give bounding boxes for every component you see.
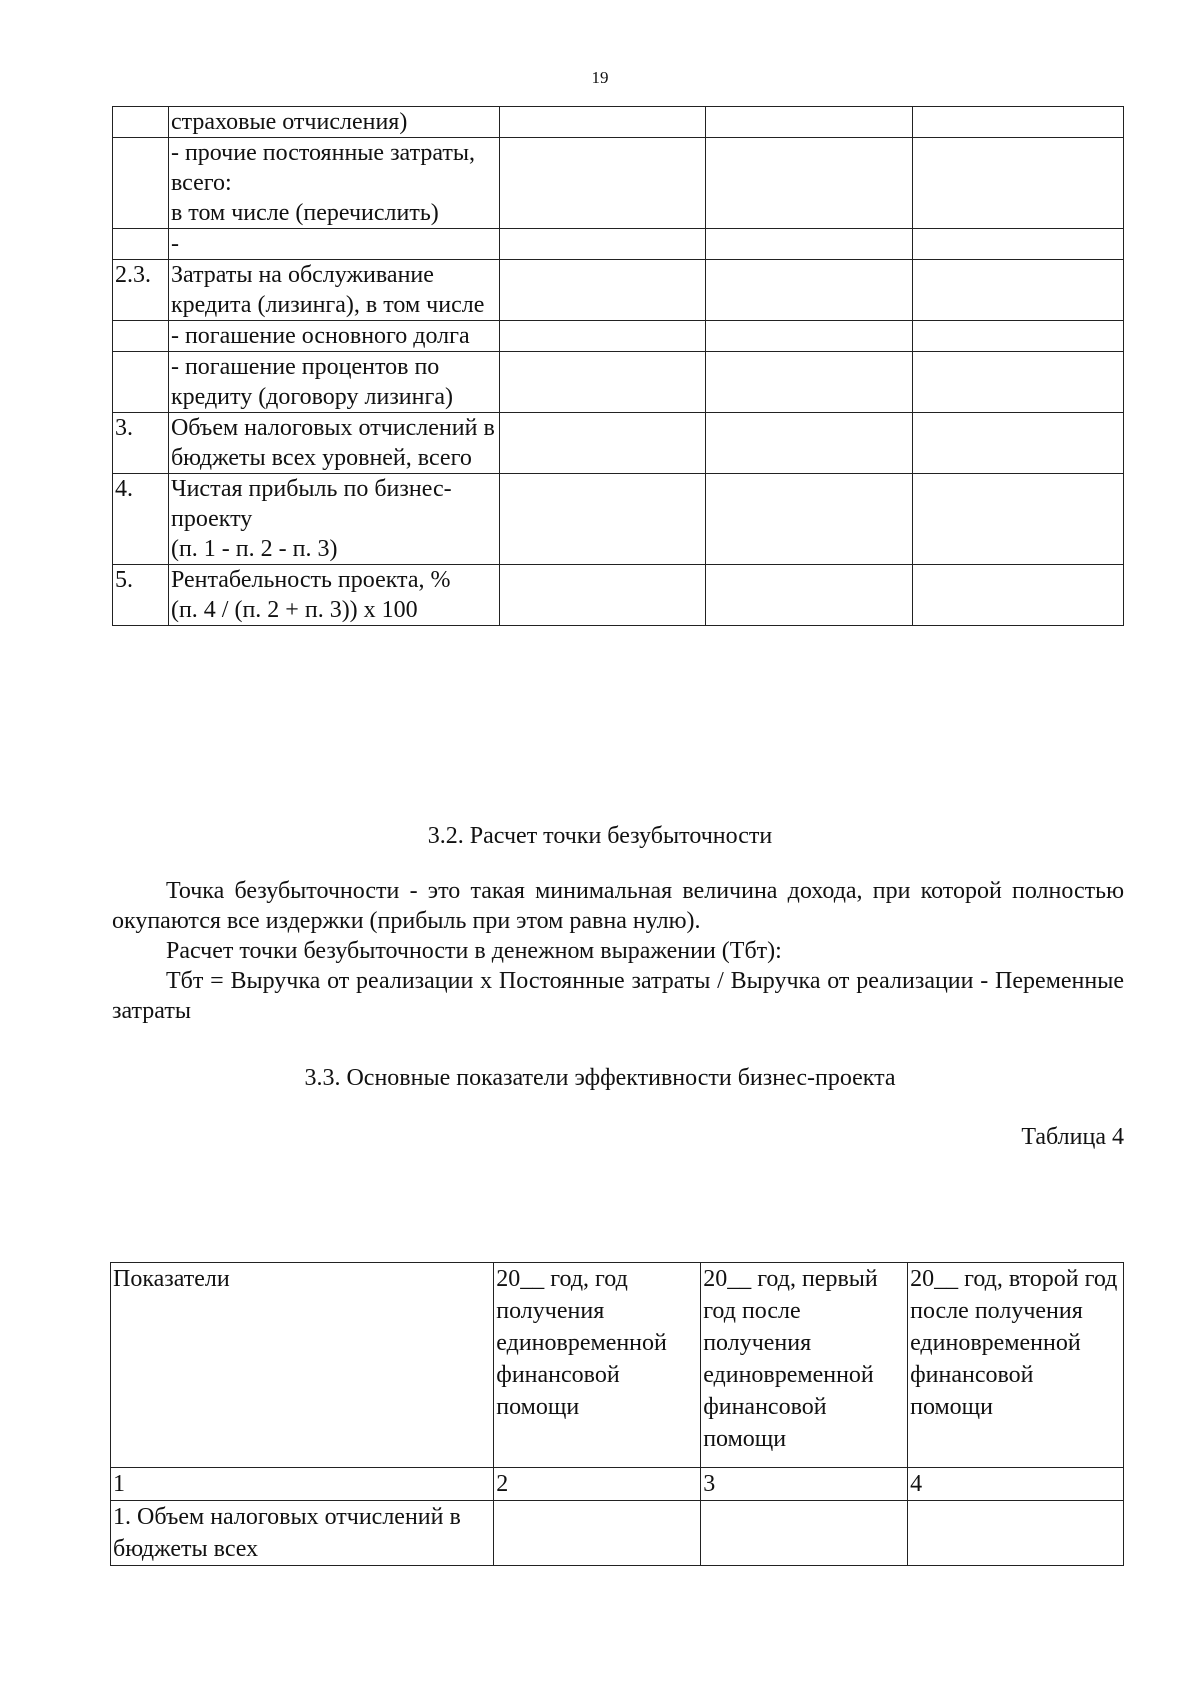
empty-cell bbox=[913, 138, 1124, 229]
row-number: 4. bbox=[113, 474, 169, 565]
efficiency-indicators-table bbox=[110, 1262, 1124, 1566]
table-row bbox=[113, 321, 1124, 352]
empty-cell bbox=[706, 138, 913, 229]
section-title-efficiency: 3.3. Основные показатели эффективности бизнес-проекта bbox=[304, 1065, 896, 1091]
empty-cell bbox=[499, 321, 706, 352]
empty-cell bbox=[499, 229, 706, 260]
table-caption: Таблица 4 bbox=[1021, 1124, 1124, 1150]
empty-cell bbox=[499, 107, 706, 138]
table-row bbox=[113, 474, 1124, 565]
breakeven-calculation-label: Расчет точки безубыточности в денежном выражении (Тбт): bbox=[166, 938, 782, 964]
empty-cell bbox=[706, 107, 913, 138]
row-number bbox=[113, 352, 169, 413]
row-number bbox=[113, 107, 169, 138]
page-number: 19 bbox=[591, 68, 609, 87]
empty-cell bbox=[494, 1501, 701, 1566]
row-label: - прочие постоянные затраты, всего: в том числе (перечислить) bbox=[168, 138, 499, 229]
row-number bbox=[113, 321, 169, 352]
header-year-of-aid: 20__ год, год получения единовременной финансовой помощи bbox=[494, 1263, 701, 1468]
section-title-breakeven: 3.2. Расчет точки безубыточности bbox=[427, 823, 773, 849]
empty-cell bbox=[499, 474, 706, 565]
row-number: 5. bbox=[113, 565, 169, 626]
empty-cell bbox=[706, 321, 913, 352]
empty-cell bbox=[913, 413, 1124, 474]
table-row bbox=[113, 352, 1124, 413]
row-label: страховые отчисления) bbox=[168, 107, 499, 138]
breakeven-definition: Точка безубыточности - это такая минимальная величина дохода, при которой полностью окупаются все издержки (прибыль при этом равна нулю). bbox=[112, 878, 1124, 934]
expenses-table-continued bbox=[112, 106, 1124, 626]
table-row bbox=[113, 565, 1124, 626]
empty-cell bbox=[913, 352, 1124, 413]
empty-cell bbox=[499, 352, 706, 413]
empty-cell bbox=[499, 565, 706, 626]
empty-cell bbox=[706, 474, 913, 565]
row-number bbox=[113, 229, 169, 260]
header-indicators: Показатели bbox=[111, 1263, 494, 1468]
table-header-row bbox=[111, 1263, 1124, 1468]
row-number: 2.3. bbox=[113, 260, 169, 321]
row-label: 1. Объем налоговых отчислений в бюджеты всех bbox=[111, 1501, 494, 1566]
table-row bbox=[113, 413, 1124, 474]
column-number: 2 bbox=[494, 1468, 701, 1501]
empty-cell bbox=[908, 1501, 1124, 1566]
empty-cell bbox=[499, 138, 706, 229]
empty-cell bbox=[499, 413, 706, 474]
empty-cell bbox=[913, 565, 1124, 626]
table-row bbox=[113, 229, 1124, 260]
column-number: 4 bbox=[908, 1468, 1124, 1501]
header-first-year-after: 20__ год, первый год после получения единовременной финансовой помощи bbox=[701, 1263, 908, 1468]
empty-cell bbox=[706, 352, 913, 413]
empty-cell bbox=[499, 260, 706, 321]
row-label: Рентабельность проекта, % (п. 4 / (п. 2 + п. 3)) х 100 bbox=[168, 565, 499, 626]
empty-cell bbox=[913, 321, 1124, 352]
header-second-year-after: 20__ год, второй год после получения единовременной финансовой помощи bbox=[908, 1263, 1124, 1468]
table-row bbox=[111, 1501, 1124, 1566]
empty-cell bbox=[701, 1501, 908, 1566]
empty-cell bbox=[706, 413, 913, 474]
empty-cell bbox=[913, 474, 1124, 565]
column-numbers-row bbox=[111, 1468, 1124, 1501]
column-number: 3 bbox=[701, 1468, 908, 1501]
row-number: 3. bbox=[113, 413, 169, 474]
empty-cell bbox=[913, 229, 1124, 260]
table-row bbox=[113, 260, 1124, 321]
empty-cell bbox=[706, 229, 913, 260]
row-label: Чистая прибыль по бизнес-проекту (п. 1 - п. 2 - п. 3) bbox=[168, 474, 499, 565]
row-number bbox=[113, 138, 169, 229]
table-row bbox=[113, 107, 1124, 138]
row-label: - погашение процентов по кредиту (договору лизинга) bbox=[168, 352, 499, 413]
row-label: - погашение основного долга bbox=[168, 321, 499, 352]
empty-cell bbox=[706, 565, 913, 626]
column-number: 1 bbox=[111, 1468, 494, 1501]
empty-cell bbox=[913, 260, 1124, 321]
empty-cell bbox=[706, 260, 913, 321]
row-label: Объем налоговых отчислений в бюджеты всех уровней, всего bbox=[168, 413, 499, 474]
empty-cell bbox=[913, 107, 1124, 138]
row-label: Затраты на обслуживание кредита (лизинга), в том числе bbox=[168, 260, 499, 321]
row-label: - bbox=[168, 229, 499, 260]
table-row bbox=[113, 138, 1124, 229]
breakeven-formula: Тбт = Выручка от реализации х Постоянные затраты / Выручка от реализации - Переменные затраты bbox=[112, 968, 1124, 1024]
